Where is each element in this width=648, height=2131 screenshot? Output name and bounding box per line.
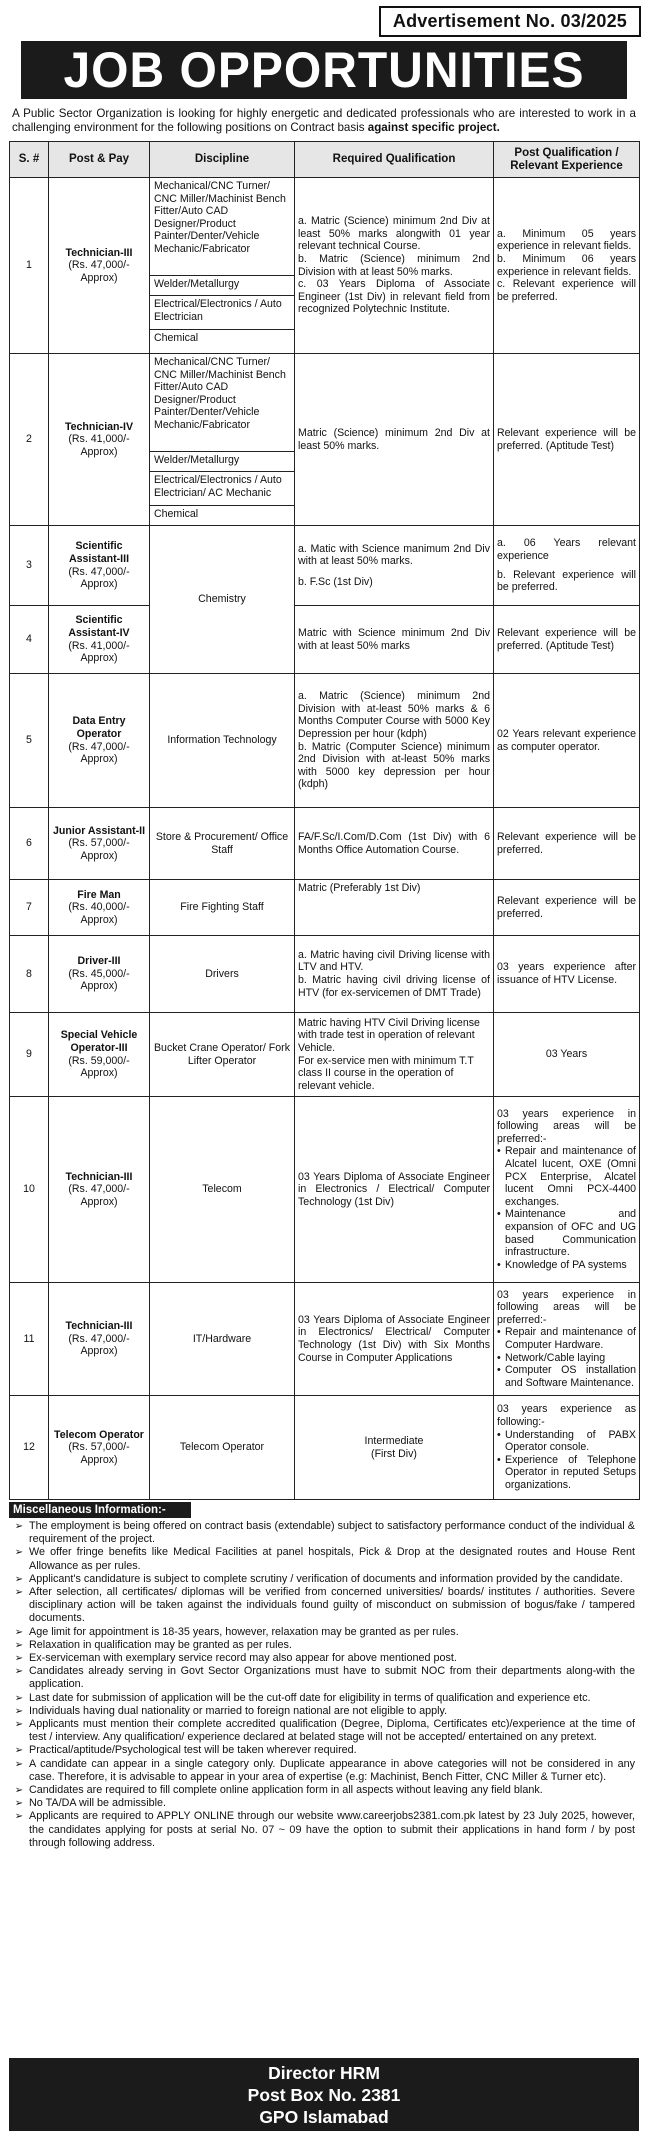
row-post (49, 354, 150, 526)
post-name: Scientific Assistant-III (68, 540, 130, 565)
experience-item: • Experience of Telephone Operator in reputed Setups organizations. (497, 1454, 636, 1492)
row-experience (494, 178, 640, 354)
experience-line: 03 years experience after issuance of HTV License. (497, 961, 636, 986)
experience-line: b. Minimum 06 years experience in relevant fields. (497, 252, 636, 278)
row-post (49, 1013, 150, 1097)
qualification-line: 03 Years Diploma of Associate Engineer in Electronics/ Electrical/ Computer Technology (1st Div) with Six Months Course in Computer Applications (298, 1313, 490, 1364)
misc-item (9, 1639, 639, 1652)
header-sn: S. # (10, 142, 49, 178)
experience-intro: 03 years experience as following:- (497, 1403, 636, 1429)
header-post-pay: Post & Pay (49, 142, 150, 178)
advertisement-number: Advertisement No. 03/2025 (379, 6, 641, 37)
row-discipline: Bucket Crane Operator/ Fork Lifter Operator (150, 1013, 295, 1097)
table-row (10, 354, 640, 526)
experience-item: • Maintenance and expansion of OFC and UG based Communication infrastructure. (497, 1208, 636, 1258)
discipline-item: Electrical/Electronics / Auto Electrician (150, 295, 294, 329)
misc-list (9, 1520, 639, 1850)
post-name: Technician-III (65, 1170, 133, 1183)
qualification-line: a. Matric (Science) minimum 2nd Division with at-least 50% marks & 6 Months Computer Course with 5000 Key Depression per hour (kdph) (298, 690, 490, 740)
row-sn: 3 (10, 526, 49, 606)
misc-item (9, 1652, 639, 1665)
row-qualification (295, 1396, 494, 1500)
row-experience (494, 936, 640, 1013)
qualification-line: Matric (Preferably 1st Div) (298, 882, 421, 894)
row-post (49, 880, 150, 936)
post-pay: (Rs. 40,000/- Approx) (68, 901, 130, 926)
post-pay: (Rs. 47,000/- Approx) (68, 1332, 130, 1358)
qualification-line: 03 Years Diploma of Associate Engineer in Electronics / Electrical/ Computer Technology (1st Div) (298, 1170, 490, 1208)
row-discipline (150, 178, 295, 354)
qualification-line: Matric having HTV Civil Driving license with trade test in operation of relevant Vehicle. (298, 1016, 480, 1054)
discipline-item: Welder/Metallurgy (150, 451, 294, 471)
misc-item-text: A candidate can appear in a single category only. Duplicate appearance in above categories will not be considered in any case. Therefore, it is advisable to appear in your area of expertise (e.g: Machinist, Bench Fitter, CNC Miller & Turner etc). (29, 1757, 635, 1783)
post-name: Data Entry Operator (72, 715, 126, 740)
page-title: JOB OPPORTUNITIES (63, 42, 585, 98)
row-discipline: Fire Fighting Staff (150, 880, 295, 936)
experience-line: Relevant experience will be preferred. (497, 830, 636, 856)
experience-line: 03 Years (545, 1048, 588, 1061)
row-post (49, 606, 150, 674)
post-pay: (Rs. 41,000/- Approx) (68, 433, 130, 458)
row-qualification (295, 808, 494, 880)
experience-line: 02 Years relevant experience as computer operator. (497, 727, 636, 753)
misc-item-text: After selection, all certificates/ diplomas will be verified from concerned universities/ boards/ institutes / authorities. Severe disciplinary action will be taken against the individuals found guilty of misconduct on submission of bogus/fake / tampered documents. (29, 1586, 635, 1625)
misc-item-text: Applicant's candidature is subject to complete scrutiny / verification of documents and information provided by the candidate. (29, 1572, 623, 1585)
arrow-bullet-icon: ➢ (14, 1758, 24, 1770)
post-name: Fire Man (77, 888, 121, 901)
misc-item-text: No TA/DA will be admissible. (29, 1797, 167, 1810)
row-sn: 11 (10, 1283, 49, 1396)
row-experience (494, 354, 640, 526)
arrow-bullet-icon: ➢ (14, 1653, 24, 1665)
misc-item-text: We offer fringe benefits like Medical Facilities at panel hospitals, Pick & Drop at the designated routes and House Rent Allowance as per rules. (29, 1546, 635, 1572)
row-experience (494, 1396, 640, 1500)
qualification-line: b. F.Sc (1st Div) (298, 575, 373, 588)
row-discipline: Store & Procurement/ Office Staff (150, 808, 295, 880)
misc-item (9, 1718, 639, 1744)
row-experience (494, 674, 640, 808)
discipline-item: Mechanical/CNC Turner/ CNC Miller/Machinist Bench Fitter/Auto CAD Designer/Product Painter/Denter/Vehicle Mechanic/Fabricator (154, 180, 286, 255)
post-pay: (Rs. 47,000/- Approx) (68, 740, 130, 766)
experience-line: b. Relevant experience will be preferred. (497, 568, 636, 594)
row-experience (494, 880, 640, 936)
experience-list (497, 1145, 636, 1271)
row-discipline: Drivers (150, 936, 295, 1013)
discipline-item: Chemical (150, 329, 294, 347)
misc-item-text: Ex-serviceman with exemplary service record may also appear for above mentioned post. (29, 1652, 457, 1665)
experience-line: a. 06 Years relevant experience (497, 537, 636, 562)
misc-item (9, 1665, 639, 1691)
row-discipline: Telecom Operator (150, 1396, 295, 1500)
arrow-bullet-icon: ➢ (14, 1626, 24, 1638)
experience-intro: 03 years experience in following areas will be preferred:- (497, 1107, 636, 1145)
misc-item (9, 1797, 639, 1810)
table-row (10, 936, 640, 1013)
row-experience (494, 1097, 640, 1283)
jobs-table (9, 141, 640, 1500)
table-row (10, 808, 640, 880)
experience-item: • Knowledge of PA systems (497, 1259, 636, 1272)
arrow-bullet-icon: ➢ (14, 1573, 24, 1585)
post-pay: (Rs. 59,000/- Approx) (68, 1054, 130, 1080)
table-row (10, 178, 640, 354)
experience-list (497, 1326, 636, 1389)
misc-item (9, 1692, 639, 1705)
misc-item (9, 1626, 639, 1639)
post-name: Special Vehicle Operator-III (60, 1029, 138, 1054)
misc-item-text: Relaxation in qualification may be granted as per rules. (29, 1638, 292, 1651)
arrow-bullet-icon: ➢ (14, 1798, 24, 1810)
misc-item (9, 1586, 639, 1626)
post-pay: (Rs. 57,000/- Approx) (68, 1441, 130, 1466)
table-row (10, 880, 640, 936)
row-post (49, 936, 150, 1013)
row-sn: 10 (10, 1097, 49, 1283)
arrow-bullet-icon: ➢ (14, 1811, 24, 1823)
row-qualification (295, 178, 494, 354)
row-discipline: Chemistry (150, 526, 295, 674)
post-pay: (Rs. 47,000/- Approx) (68, 259, 130, 284)
post-name: Technician-III (65, 1320, 133, 1333)
qualification-line: (First Div) (371, 1447, 417, 1460)
table-row (10, 1013, 640, 1097)
post-name: Telecom Operator (54, 1428, 144, 1441)
qualification-line: Matric with Science minimum 2nd Div with at least 50% marks (298, 626, 490, 652)
row-post (49, 526, 150, 606)
row-qualification (295, 1013, 494, 1097)
experience-item: • Computer OS installation and Software Maintenance. (497, 1364, 636, 1389)
table-row (10, 606, 640, 674)
row-sn: 1 (10, 178, 49, 354)
misc-item (9, 1758, 639, 1784)
row-discipline: Information Technology (150, 674, 295, 808)
experience-intro: 03 years experience in following areas will be preferred:- (497, 1288, 636, 1326)
row-experience (494, 1283, 640, 1396)
experience-list (497, 1429, 636, 1492)
row-discipline: Telecom (150, 1097, 295, 1283)
header-experience: Post Qualification / Relevant Experience (494, 142, 640, 178)
experience-line: c. Relevant experience will be preferred. (497, 278, 636, 303)
misc-heading: Miscellaneous Information:- (9, 1502, 191, 1518)
row-post (49, 674, 150, 808)
misc-item (9, 1546, 639, 1572)
row-qualification (295, 1283, 494, 1396)
experience-item: • Repair and maintenance of Computer Hardware. (497, 1326, 636, 1351)
misc-item (9, 1784, 639, 1797)
qualification-line: a. Matric having civil Driving license with LTV and HTV. (298, 948, 490, 974)
experience-line: a. Minimum 05 years experience in relevant fields. (497, 227, 636, 253)
footer-line: Post Box No. 2381 (247, 2085, 401, 2105)
post-pay: (Rs. 47,000/- Approx) (68, 565, 130, 591)
footer-line: Director HRM (268, 2063, 380, 2083)
misc-item-text: Candidates already serving in Govt Sector Organizations must have to submit NOC from their departments along-with the application. (29, 1665, 635, 1691)
discipline-item: Mechanical/CNC Turner/ CNC Miller/Machinist Bench Fitter/Auto CAD Designer/Product Painter/Denter/Vehicle Mechanic/Fabricator (154, 356, 286, 431)
arrow-bullet-icon: ➢ (14, 1666, 24, 1678)
misc-item-text: Applicants must mention their complete accredited qualification (Degree, Diploma, Certificates etc)/experience at the time of test / interview. Any qualification/ experience declared at belated stage will not be accepted/ entertained on any pretext. (29, 1718, 635, 1744)
misc-item-text: Practical/aptitude/Psychological test will be taken wherever required. (29, 1744, 357, 1757)
header-qualification: Required Qualification (295, 142, 494, 178)
row-qualification (295, 354, 494, 526)
row-post (49, 808, 150, 880)
table-header-row (10, 142, 640, 178)
row-post (49, 178, 150, 354)
misc-item (9, 1705, 639, 1718)
misc-item-text: Individuals having dual nationality or married to foreign national are not eligible to apply. (29, 1704, 448, 1717)
table-row (10, 674, 640, 808)
title-banner (21, 41, 627, 99)
row-qualification (295, 526, 494, 606)
misc-item-text: Applicants are required to APPLY ONLINE through our website www.careerjobs2381.com.pk latest by 23 July 2025, however, the candidates applying for posts at serial No. 07 ~ 09 have the option to submit their applications in hand form / by post through following address. (29, 1810, 635, 1849)
table-row (10, 1283, 640, 1396)
arrow-bullet-icon: ➢ (14, 1521, 24, 1532)
advertisement-number-wrap (9, 6, 641, 37)
experience-item: • Understanding of PABX Operator console. (497, 1429, 636, 1454)
qualification-line: b. Matric (Computer Science) minimum 2nd Division with at-least 50% marks with 5000 key depression per hour (kdph) (298, 740, 490, 791)
discipline-item: Welder/Metallurgy (150, 275, 294, 295)
post-name: Scientific Assistant-IV (68, 614, 130, 639)
row-sn: 5 (10, 674, 49, 808)
qualification-line: b. Matric having civil driving license of HTV (for ex-servicemen of DMT Trade) (298, 974, 490, 999)
table-row (10, 1396, 640, 1500)
qualification-line: For ex-service men with minimum T.T class II course in the operation of relevant vehicle. (298, 1054, 474, 1092)
misc-item (9, 1810, 639, 1850)
qualification-line: a. Matic with Science manimum 2nd Div with at least 50% marks. (298, 542, 490, 568)
row-qualification (295, 880, 494, 936)
header-discipline: Discipline (150, 142, 295, 178)
misc-item-text: The employment is being offered on contract basis (extendable) subject to satisfactory performance conduct of the individual & requirement of the project. (29, 1520, 635, 1546)
row-sn: 6 (10, 808, 49, 880)
arrow-bullet-icon: ➢ (14, 1745, 24, 1757)
row-sn: 7 (10, 880, 49, 936)
qualification-line: Intermediate (364, 1434, 424, 1447)
row-qualification (295, 936, 494, 1013)
misc-item-text: Age limit for appointment is 18-35 years, however, relaxation may be granted as per rules. (29, 1625, 459, 1638)
misc-item (9, 1573, 639, 1586)
misc-item-text: Last date for submission of application will be the cut-off date for eligibility in terms of qualification and experience etc. (29, 1691, 591, 1704)
row-qualification (295, 1097, 494, 1283)
post-name: Junior Assistant-II (52, 824, 146, 837)
row-post (49, 1396, 150, 1500)
row-experience (494, 606, 640, 674)
misc-item-text: Candidates are required to fill complete online application form in all aspects without leaving any field blank. (29, 1784, 543, 1797)
qualification-line: Matric (Science) minimum 2nd Div at least 50% marks. (298, 426, 490, 452)
experience-line: Relevant experience will be preferred. (Aptitude Test) (497, 626, 636, 652)
arrow-bullet-icon: ➢ (14, 1692, 24, 1704)
row-experience (494, 808, 640, 880)
experience-line: Relevant experience will be preferred. (497, 894, 636, 920)
row-sn: 8 (10, 936, 49, 1013)
arrow-bullet-icon: ➢ (14, 1719, 24, 1731)
misc-item (9, 1744, 639, 1757)
row-qualification (295, 674, 494, 808)
arrow-bullet-icon: ➢ (14, 1547, 24, 1559)
post-name: Driver-III (77, 955, 121, 968)
post-name: Technician-III (65, 246, 133, 259)
row-sn: 2 (10, 354, 49, 526)
footer-line: GPO Islamabad (259, 2107, 389, 2127)
arrow-bullet-icon: ➢ (14, 1639, 24, 1651)
arrow-bullet-icon: ➢ (14, 1705, 24, 1717)
misc-item (9, 1520, 639, 1546)
discipline-item: Electrical/Electronics / Auto Electrician/ AC Mechanic (150, 471, 294, 505)
row-experience (494, 1013, 640, 1097)
discipline-item: Chemical (150, 505, 294, 523)
experience-line: Relevant experience will be preferred. (Aptitude Test) (497, 426, 636, 452)
row-experience (494, 526, 640, 606)
post-pay: (Rs. 45,000/- Approx) (68, 967, 130, 993)
row-post (49, 1097, 150, 1283)
experience-item: • Network/Cable laying (497, 1352, 636, 1365)
post-name: Technician-IV (64, 420, 134, 433)
experience-item: • Repair and maintenance of Alcatel lucent, OXE (Omni PCX Enterprise, Alcatel lucent Omni PCX-4400 exchanges. (497, 1145, 636, 1208)
post-pay: (Rs. 47,000/- Approx) (68, 1183, 130, 1208)
arrow-bullet-icon: ➢ (14, 1587, 24, 1599)
intro-bold: against specific project. (367, 121, 500, 134)
row-sn: 4 (10, 606, 49, 674)
arrow-bullet-icon: ➢ (14, 1785, 24, 1797)
row-sn: 9 (10, 1013, 49, 1097)
intro-text: A Public Sector Organization is looking for highly energetic and dedicated professionals who are interested to work in a challenging environment for the following positions on Contract basis (12, 107, 636, 134)
post-pay: (Rs. 41,000/- Approx) (68, 639, 130, 665)
footer-address (9, 2058, 639, 2131)
table-row (10, 526, 640, 606)
row-discipline: IT/Hardware (150, 1283, 295, 1396)
row-post (49, 1283, 150, 1396)
row-discipline (150, 354, 295, 526)
qualification-line: FA/F.Sc/I.Com/D.Com (1st Div) with 6 Months Office Automation Course. (298, 830, 490, 856)
qualification-line: b. Matric (Science) minimum 2nd Division with at least 50% marks. (298, 252, 490, 278)
qualification-line: a. Matric (Science) minimum 2nd Div at least 50% marks alongwith 01 year relevant technical Course. (298, 215, 490, 253)
table-row (10, 1097, 640, 1283)
intro-paragraph (12, 107, 636, 135)
row-sn: 12 (10, 1396, 49, 1500)
row-qualification (295, 606, 494, 674)
post-pay: (Rs. 57,000/- Approx) (68, 837, 130, 862)
qualification-line: c. 03 Years Diploma of Associate Engineer (1st Div) in relevant field from recognized Polytechnic Institute. (298, 278, 490, 316)
